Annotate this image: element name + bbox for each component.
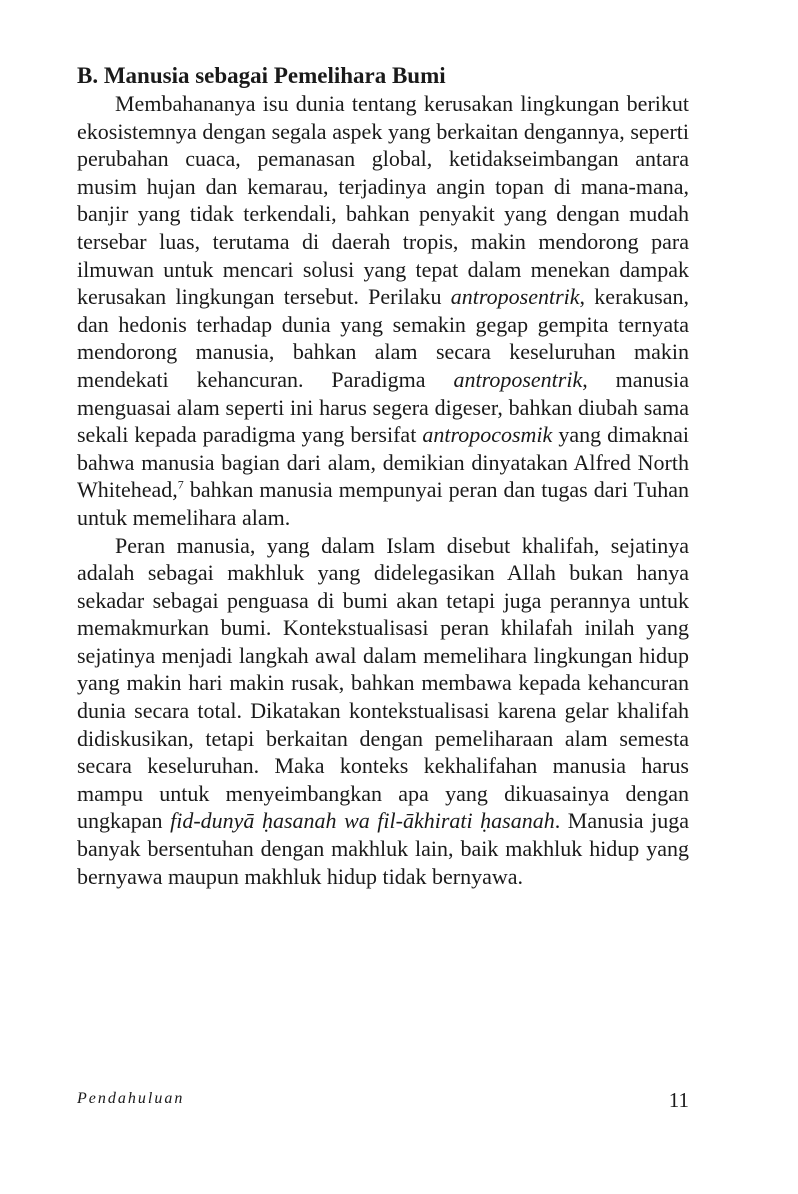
section-heading: B. Manusia sebagai Pemelihara Bumi (77, 63, 446, 88)
text-run: , manusia menguasai alam seperti ini harus segera digeser, bahkan diubah sama sekali kepada paradigma yang bersifat (77, 366, 689, 448)
italic-term: antroposentrik (453, 366, 583, 392)
text-run: Membahananya isu dunia tentang kerusakan lingkungan berikut ekosistemnya dengan segala aspek yang berkaitan dengannya, seperti perubahan cuaca, pemanasan global, ketidakseimbangan antara musim hujan dan kemarau, terjadinya angin topan di mana-mana, banjir yang tidak terkendali, bahkan penyakit yang dengan mudah tersebar luas, terutama di daerah tropis, makin mendorong para ilmuwan untuk mencari solusi yang tepat dalam menekan dampak kerusakan lingkungan tersebut. Perilaku (77, 91, 689, 310)
paragraph-2 (77, 532, 689, 891)
italic-term: antropocosmik (422, 422, 553, 448)
italic-term: antroposentrik (450, 284, 580, 310)
paragraph-1 (77, 90, 689, 532)
page-number: 11 (668, 1088, 689, 1112)
text-run: yang dimaknai bahwa manusia bagian dari alam, demikian dinyatakan Alfred North Whitehead, (77, 422, 689, 503)
text-run: , kerakusan, dan hedonis terhadap dunia yang semakin gegap gempita ternyata mendorong manusia, bahkan alam secara keseluruhan makin mendekati kehancuran. Paradigma (77, 284, 689, 392)
text-run: Peran manusia, yang dalam Islam disebut khalifah, sejatinya adalah sebagai makhluk yang didelegasikan Allah bukan hanya sekadar sebagai penguasa di bumi akan tetapi juga perannya untuk memakmurkan bumi. Kontekstualisasi peran khilafah inilah yang sejatinya menjadi langkah awal dalam memelihara lingkungan hidup yang makin hari makin rusak, bahkan membawa kepada kehancuran dunia secara total. Dikatakan kontekstualisasi karena gelar khalifah didiskusikan, tetapi berkaitan dengan pemeliharaan alam semesta secara keseluruhan. Maka konteks kekhalifahan manusia harus mampu untuk menyeimbangkan apa yang dikuasainya dengan ungkapan (77, 532, 689, 834)
running-head: Pendahuluan (77, 1090, 185, 1107)
page-body (77, 62, 689, 890)
italic-term: fid-dunyā ḥasanah wa fil-ākhirati ḥasanah (170, 808, 555, 834)
text-run: . Manusia juga banyak bersentuhan dengan makhluk lain, baik makhluk hidup yang bernyawa maupun makhluk hidup tidak bernyawa. (77, 808, 689, 889)
text-run: bahkan manusia mempunyai peran dan tugas dari Tuhan untuk memelihara alam. (77, 477, 689, 530)
footnote-marker: 7 (177, 477, 184, 492)
